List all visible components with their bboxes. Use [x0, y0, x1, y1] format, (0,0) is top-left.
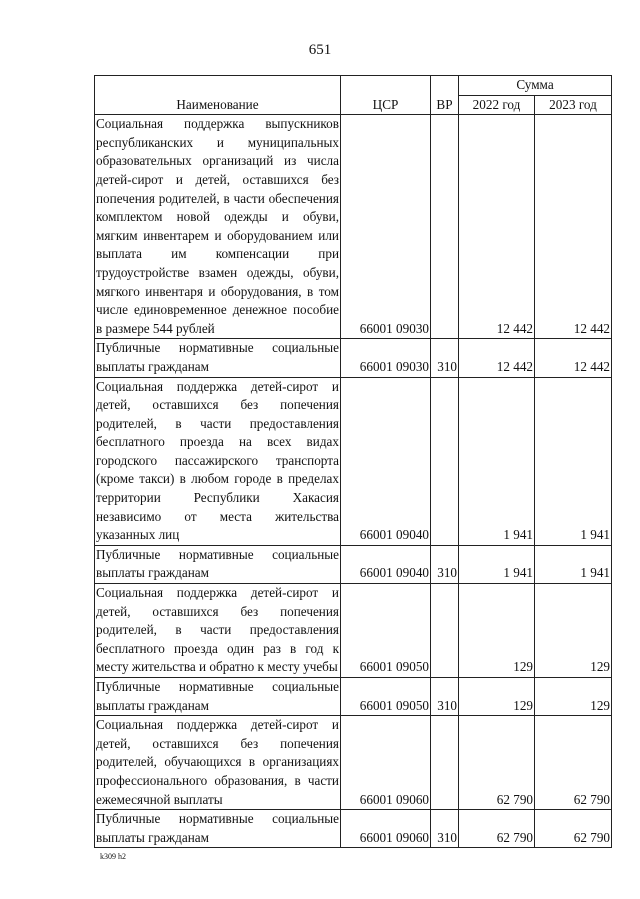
row-vr: 310: [431, 678, 459, 716]
row-sum-2023: 1 941: [535, 377, 612, 545]
table-row: [95, 678, 612, 716]
row-name: Публичные нормативные социальные выплаты гражданам: [95, 339, 341, 377]
row-sum-2023: 1 941: [535, 545, 612, 583]
row-name: Социальная поддержка детей-сирот и детей, оставшихся без попечения родителей, в части предоставления бесплатного проезда на всех видах городского пассажирского транспорта (кроме такси) в любом городе в пределах территории Республики Хакасия независимо от места жительства указанных лиц: [95, 377, 341, 545]
row-sum-2022: 62 790: [459, 716, 535, 810]
table-row: [95, 115, 612, 339]
row-vr: [431, 584, 459, 678]
table-row: [95, 377, 612, 545]
row-vr: [431, 115, 459, 339]
row-csr: 66001 09050: [341, 678, 431, 716]
row-name: Публичные нормативные социальные выплаты гражданам: [95, 545, 341, 583]
row-sum-2023: 129: [535, 584, 612, 678]
row-name: Публичные нормативные социальные выплаты гражданам: [95, 678, 341, 716]
row-csr: 66001 09040: [341, 545, 431, 583]
row-sum-2022: 1 941: [459, 377, 535, 545]
row-sum-2022: 12 442: [459, 115, 535, 339]
row-name: Социальная поддержка детей-сирот и детей, оставшихся без попечения родителей, обучающихся в организациях профессионального образования, в части ежемесячной выплаты: [95, 716, 341, 810]
row-name: Социальная поддержка выпускников республиканских и муниципальных образовательных организаций из числа детей-сирот и детей, оставшихся без попечения родителей, в части обеспечения комплектом новой одежды и обуви, мягким инвентарем и оборудованием или выплата им компенсации при трудоустройстве взамен одежды, обуви, мягкого инвентаря и оборудования, в том числе единовременное денежное пособие в размере 544 рублей: [95, 115, 341, 339]
row-sum-2023: 62 790: [535, 810, 612, 848]
row-csr: 66001 09030: [341, 115, 431, 339]
row-csr: 66001 09050: [341, 584, 431, 678]
budget-table: [94, 75, 612, 848]
header-sum: Сумма: [459, 76, 612, 96]
footer-code: k309 h2: [100, 852, 126, 861]
table-header: [95, 76, 612, 115]
table-row: [95, 545, 612, 583]
row-sum-2022: 129: [459, 678, 535, 716]
row-csr: 66001 09060: [341, 810, 431, 848]
row-csr: 66001 09030: [341, 339, 431, 377]
table-row: [95, 339, 612, 377]
header-vr: ВР: [431, 76, 459, 115]
row-sum-2023: 12 442: [535, 115, 612, 339]
table-row: [95, 810, 612, 848]
header-csr: ЦСР: [341, 76, 431, 115]
row-sum-2023: 62 790: [535, 716, 612, 810]
row-sum-2022: 129: [459, 584, 535, 678]
header-year-2023: 2023 год: [535, 95, 612, 115]
table-row: [95, 584, 612, 678]
row-csr: 66001 09060: [341, 716, 431, 810]
row-vr: [431, 377, 459, 545]
row-vr: 310: [431, 545, 459, 583]
row-sum-2022: 12 442: [459, 339, 535, 377]
row-sum-2023: 12 442: [535, 339, 612, 377]
row-vr: 310: [431, 339, 459, 377]
row-vr: [431, 716, 459, 810]
header-year-2022: 2022 год: [459, 95, 535, 115]
row-sum-2022: 62 790: [459, 810, 535, 848]
row-sum-2022: 1 941: [459, 545, 535, 583]
header-name: Наименование: [95, 76, 341, 115]
row-name: Социальная поддержка детей-сирот и детей, оставшихся без попечения родителей, в части предоставления бесплатного проезда один раз в год к месту жительства и обратно к месту учебы: [95, 584, 341, 678]
row-vr: 310: [431, 810, 459, 848]
row-sum-2023: 129: [535, 678, 612, 716]
page-number: 651: [308, 42, 332, 58]
row-csr: 66001 09040: [341, 377, 431, 545]
table-row: [95, 716, 612, 810]
row-name: Публичные нормативные социальные выплаты гражданам: [95, 810, 341, 848]
